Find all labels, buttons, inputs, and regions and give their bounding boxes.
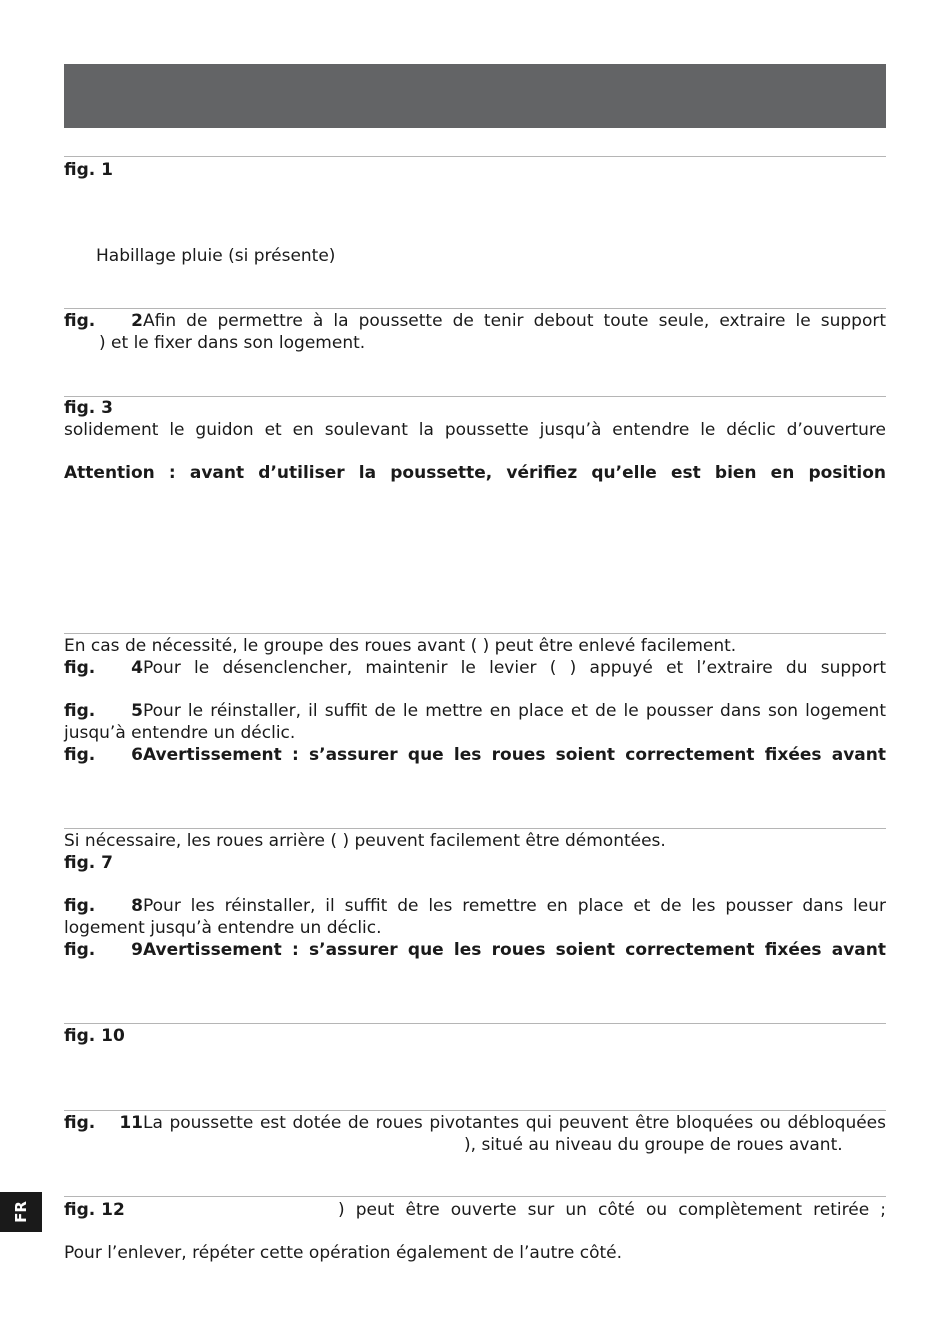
fig3-continuation: solidement le guidon et en soulevant la poussette jusqu’à entendre le déclic d’ouverture bbox=[64, 420, 886, 440]
fig11-continuation: ), situé au niveau du groupe de roues avant. bbox=[464, 1135, 843, 1155]
fig10-line bbox=[64, 1025, 886, 1047]
fig11-line bbox=[64, 1112, 886, 1134]
fig7-line bbox=[64, 852, 886, 874]
fig-label: fig. 1 bbox=[64, 160, 113, 180]
rear-wheels-intro: Si nécessaire, les roues arrière ( ) peuvent facilement être démontées. bbox=[64, 831, 666, 851]
fig-label: fig. 8 bbox=[64, 896, 143, 916]
fig6-warning: Avertissement : s’assurer que les roues soient correctement fixées avant bbox=[143, 745, 886, 765]
fig-label: fig. 4 bbox=[64, 658, 143, 678]
fig8-line bbox=[64, 895, 886, 917]
rain-cover-label: Habillage pluie (si présente) bbox=[96, 246, 336, 266]
fig4-line bbox=[64, 657, 886, 679]
section-divider bbox=[64, 308, 886, 309]
fig-label: fig. 11 bbox=[64, 1113, 143, 1133]
section-divider bbox=[64, 1023, 886, 1024]
fig2-line bbox=[64, 310, 886, 332]
fig2-text: Afin de permettre à la poussette de tenir debout toute seule, extraire le support bbox=[143, 311, 886, 331]
section-divider bbox=[64, 828, 886, 829]
section-divider bbox=[64, 633, 886, 634]
fig-label: fig. 12 bbox=[64, 1200, 125, 1220]
fig5-line bbox=[64, 700, 886, 722]
fig-label: fig. 6 bbox=[64, 745, 143, 765]
language-tab-label: FR bbox=[12, 1201, 30, 1223]
fig9-warning: Avertissement : s’assurer que les roues soient correctement fixées avant bbox=[143, 940, 886, 960]
fig-label: fig. 9 bbox=[64, 940, 143, 960]
section-divider bbox=[64, 1196, 886, 1197]
header-bar bbox=[64, 64, 886, 128]
front-wheels-intro: En cas de nécessité, le groupe des roues avant ( ) peut être enlevé facilement. bbox=[64, 636, 737, 656]
removal-instruction: Pour l’enlever, répéter cette opération également de l’autre côté. bbox=[64, 1243, 623, 1263]
fig6-line bbox=[64, 744, 886, 766]
fig3-line bbox=[64, 397, 886, 419]
fig8-continuation: logement jusqu’à entendre un déclic. bbox=[64, 918, 382, 938]
attention-warning: Attention : avant d’utiliser la poussette, vérifiez qu’elle est bien en position bbox=[64, 463, 886, 483]
fig12-text: ) peut être ouverte sur un côté ou complètement retirée ; bbox=[338, 1200, 886, 1220]
fig-label: fig. 2 bbox=[64, 311, 143, 331]
fig1-line bbox=[64, 159, 886, 181]
fig9-line bbox=[64, 939, 886, 961]
fig2-continuation: ) et le fixer dans son logement. bbox=[99, 333, 366, 353]
section-divider bbox=[64, 1110, 886, 1111]
fig5-text: Pour le réinstaller, il suffit de le mettre en place et de le pousser dans son logement bbox=[143, 701, 886, 721]
fig4-text: Pour le désenclencher, maintenir le levier ( ) appuyé et l’extraire du support bbox=[143, 658, 886, 678]
fig-label: fig. 5 bbox=[64, 701, 143, 721]
fig8-text: Pour les réinstaller, il suffit de les remettre en place et de les pousser dans leur bbox=[143, 896, 886, 916]
fig5-continuation: jusqu’à entendre un déclic. bbox=[64, 723, 296, 743]
fig-label: fig. 3 bbox=[64, 398, 113, 418]
language-tab bbox=[0, 1192, 42, 1232]
fig-label: fig. 7 bbox=[64, 853, 113, 873]
fig11-text: La poussette est dotée de roues pivotantes qui peuvent être bloquées ou débloquées bbox=[143, 1113, 886, 1133]
section-divider bbox=[64, 156, 886, 157]
fig-label: fig. 10 bbox=[64, 1026, 125, 1046]
